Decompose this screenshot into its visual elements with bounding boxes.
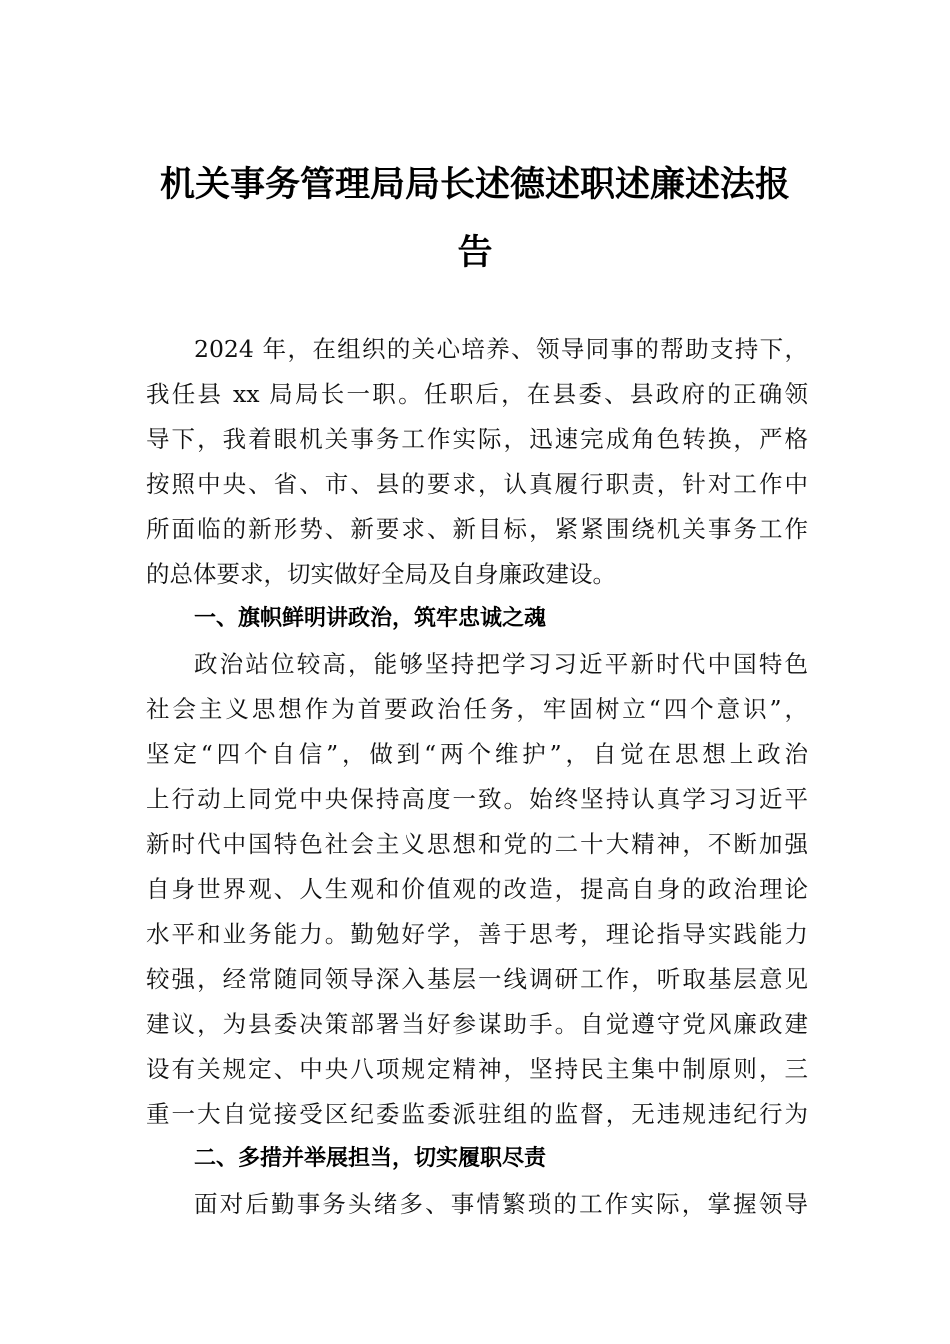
paragraph-line: 政治站位较高，能够坚持把学习习近平新时代中国特色 xyxy=(194,650,808,678)
paragraph-line: 社会主义思想作为首要政治任务，牢固树立“四个意识”， xyxy=(146,695,808,723)
paragraph-line: 水平和业务能力。勤勉好学，善于思考，理论指导实践能力 xyxy=(146,920,808,948)
paragraph-line: 较强，经常随同领导深入基层一线调研工作，听取基层意见 xyxy=(146,965,808,993)
paragraph-line: 2024 年，在组织的关心培养、领导同事的帮助支持下， xyxy=(194,335,808,363)
section-heading-1: 一、旗帜鲜明讲政治，筑牢忠诚之魂 xyxy=(194,606,547,631)
paragraph-line: 导下，我着眼机关事务工作实际，迅速完成角色转换，严格 xyxy=(146,425,808,453)
section-heading-2: 二、多措并举展担当，切实履职尽责 xyxy=(194,1146,547,1171)
paragraph-line: 的总体要求，切实做好全局及自身廉政建设。 xyxy=(146,560,616,588)
paragraph-line: 按照中央、省、市、县的要求，认真履行职责，针对工作中 xyxy=(146,470,808,498)
paragraph-line: 建议，为县委决策部署当好参谋助手。自觉遵守党风廉政建 xyxy=(146,1010,808,1038)
paragraph-line: 上行动上同党中央保持高度一致。始终坚持认真学习习近平 xyxy=(146,785,808,813)
paragraph-line: 重一大自觉接受区纪委监委派驻组的监督，无违规违纪行为 xyxy=(146,1100,808,1128)
paragraph-line: 自身世界观、人生观和价值观的改造，提高自身的政治理论 xyxy=(146,875,808,903)
paragraph-line: 我任县 xx 局局长一职。任职后，在县委、县政府的正确领 xyxy=(146,380,808,408)
paragraph-line: 面对后勤事务头绪多、事情繁琐的工作实际，掌握领导 xyxy=(194,1190,808,1218)
document-title-continuation: 告 xyxy=(457,232,493,273)
paragraph-line: 坚定“四个自信”，做到“两个维护”，自觉在思想上政治 xyxy=(146,740,808,768)
paragraph-line: 所面临的新形势、新要求、新目标，紧紧围绕机关事务工作 xyxy=(146,515,808,543)
document-title: 机关事务管理局局长述德述职述廉述法报 xyxy=(159,164,790,205)
paragraph-line: 新时代中国特色社会主义思想和党的二十大精神，不断加强 xyxy=(146,830,808,858)
paragraph-line: 设有关规定、中央八项规定精神，坚持民主集中制原则，三 xyxy=(146,1055,808,1083)
